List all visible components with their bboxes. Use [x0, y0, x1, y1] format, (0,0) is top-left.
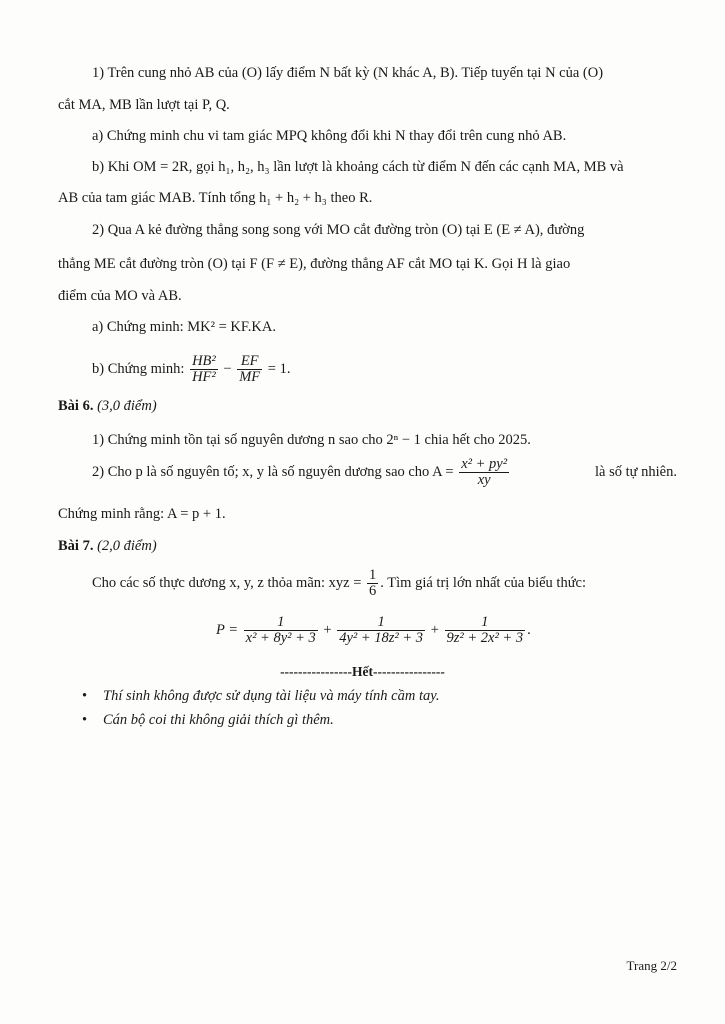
page-number: Trang 2/2 — [626, 958, 677, 973]
fraction-hb-hf: $\frac{\text{HB²}}{\text{HF²}}$ — [192, 353, 216, 386]
q6-p2-line2: Chứng minh rằng: A = p + 1. — [58, 506, 226, 522]
q5-p2b: b) Chứng minh: $\frac{\text{HB²}}{\text{HF²}}$ − $\frac{EF}{MF}$ = 1. — [92, 353, 291, 386]
fraction-a: $\frac{\text{x² + py²}}{xy}$ — [461, 456, 508, 489]
fraction-one-sixth: $\frac{1}{6}$ — [369, 567, 377, 600]
end-mark: ----------------Hết---------------- — [280, 664, 445, 679]
q5-p1a: a) Chứng minh chu vi tam giác MPQ không đổi khi N thay đổi trên cung nhỏ AB. — [92, 128, 567, 144]
q5-p2-line1: 2) Qua A kẻ đường thẳng song song với MO cắt đường tròn (O) tại E (E ≠ A), đường — [92, 222, 585, 238]
q6-heading: Bài 6. (3,0 điểm) — [58, 398, 157, 414]
term-2: $\frac{1}{\text{4y² + 18z² + 3}}$ — [339, 614, 424, 647]
q5-p2-line2: thẳng ME cắt đường tròn (O) tại F (F ≠ E), đường thẳng AF cắt MO tại K. Gọi H là giao — [58, 256, 571, 272]
q7-intro: Cho các số thực dương x, y, z thỏa mãn: xyz = $\frac{1}{6}$ . Tìm giá trị lớn nhất của biểu thức: — [92, 567, 587, 600]
term-3: $\frac{1}{\text{9z² + 2x² + 3}}$ — [446, 614, 524, 647]
q5-p1b-line2: AB của tam giác MAB. Tính tổng h₁ + h₂ + h₃ theo R. — [58, 190, 373, 206]
q5-p2-line3: điểm của MO và AB. — [58, 288, 182, 304]
exam-page: 1) Trên cung nhỏ AB của (O) lấy điểm N bất kỳ (N khác A, B). Tiếp tuyến tại N của (O) cắt MA, MB lần lượt tại P, Q. a) Chứng minh chu vi tam giác MPQ không đổi khi N thay đổi trên cung nhỏ AB. b) Khi OM = 2R, gọi h₁, h₂, h₃ lần lượt là khoảng cách từ điểm N đến các cạnh MA, MB và AB của tam giác MAB. Tính tổng h₁ + h₂ + h₃ theo R. 2) Qua A kẻ đường thẳng song song với MO cắt đường tròn (O) tại E (E ≠ A), đường thẳng ME cắt đường tròn (O) tại F (F ≠ E), đường thẳng AF cắt MO tại K. Gọi H là giao điểm của MO và AB. a) Chứng minh: MK² = KF.KA. b) Chứng minh: $\frac{\text{HB²}}{\text{HF²}}$ − $\frac{EF}{MF}$ = 1. Bài 6. (3,0 điểm) 1) Chứng minh tồn tại số nguyên dương n sao cho 2ⁿ − 1 chia hết cho 2025. 2) Cho p là số nguyên tố; x, y là số nguyên dương sao cho A = $\frac{\text{x² + py²}}{xy}$ là số tự nhiên. Chứng minh rằng: A = p + 1. Bài 7. (2,0 điểm) Cho các số thực dương x, y, z thỏa mãn: xyz = $\frac{1}{6}$ . Tìm giá trị lớn nhất của biểu thức: P = $\frac{1}{\text{x² + 8y² + 3}}$ + $\frac{1}{\text{4y² + 18z² + 3}}$ + $\frac{1}{\text{9z² + 2x² + 3}}$ . ----------------Hết---------------- • Thí sinh không được sử dụng tài liệu và máy tính cầm tay. • Cán bộ coi thi không giải thích gì thêm. Trang 2/2 — [0, 0, 725, 1024]
term-1: $\frac{1}{\text{x² + 8y² + 3}}$ — [245, 614, 316, 647]
q5-p1-line1: 1) Trên cung nhỏ AB của (O) lấy điểm N bất kỳ (N khác A, B). Tiếp tuyến tại N của (O) — [92, 65, 604, 81]
q7-heading: Bài 7. (2,0 điểm) — [58, 538, 157, 554]
bullet-icon: • — [82, 712, 88, 728]
bullet-icon: • — [82, 688, 88, 704]
q7-expression: P = $\frac{1}{\text{x² + 8y² + 3}}$ + $\frac{1}{\text{4y² + 18z² + 3}}$ + $\frac{1}{\text{9z² + 2x² + 3}}$ . — [216, 614, 531, 647]
q5-p2a: a) Chứng minh: MK² = KF.KA. — [92, 319, 276, 335]
q6-p2: 2) Cho p là số nguyên tố; x, y là số nguyên dương sao cho A = $\frac{\text{x² + py²}}{xy}$ là số tự nhiên. — [92, 456, 677, 489]
q6-p1: 1) Chứng minh tồn tại số nguyên dương n sao cho 2ⁿ − 1 chia hết cho 2025. — [92, 432, 531, 448]
q5-p1-line2: cắt MA, MB lần lượt tại P, Q. — [58, 97, 230, 113]
fraction-ef-mf: $\frac{EF}{MF}$ — [239, 353, 261, 386]
q5-p1b-line1: b) Khi OM = 2R, gọi h₁, h₂, h₃ lần lượt là khoảng cách từ điểm N đến các cạnh MA, MB và — [92, 159, 624, 175]
